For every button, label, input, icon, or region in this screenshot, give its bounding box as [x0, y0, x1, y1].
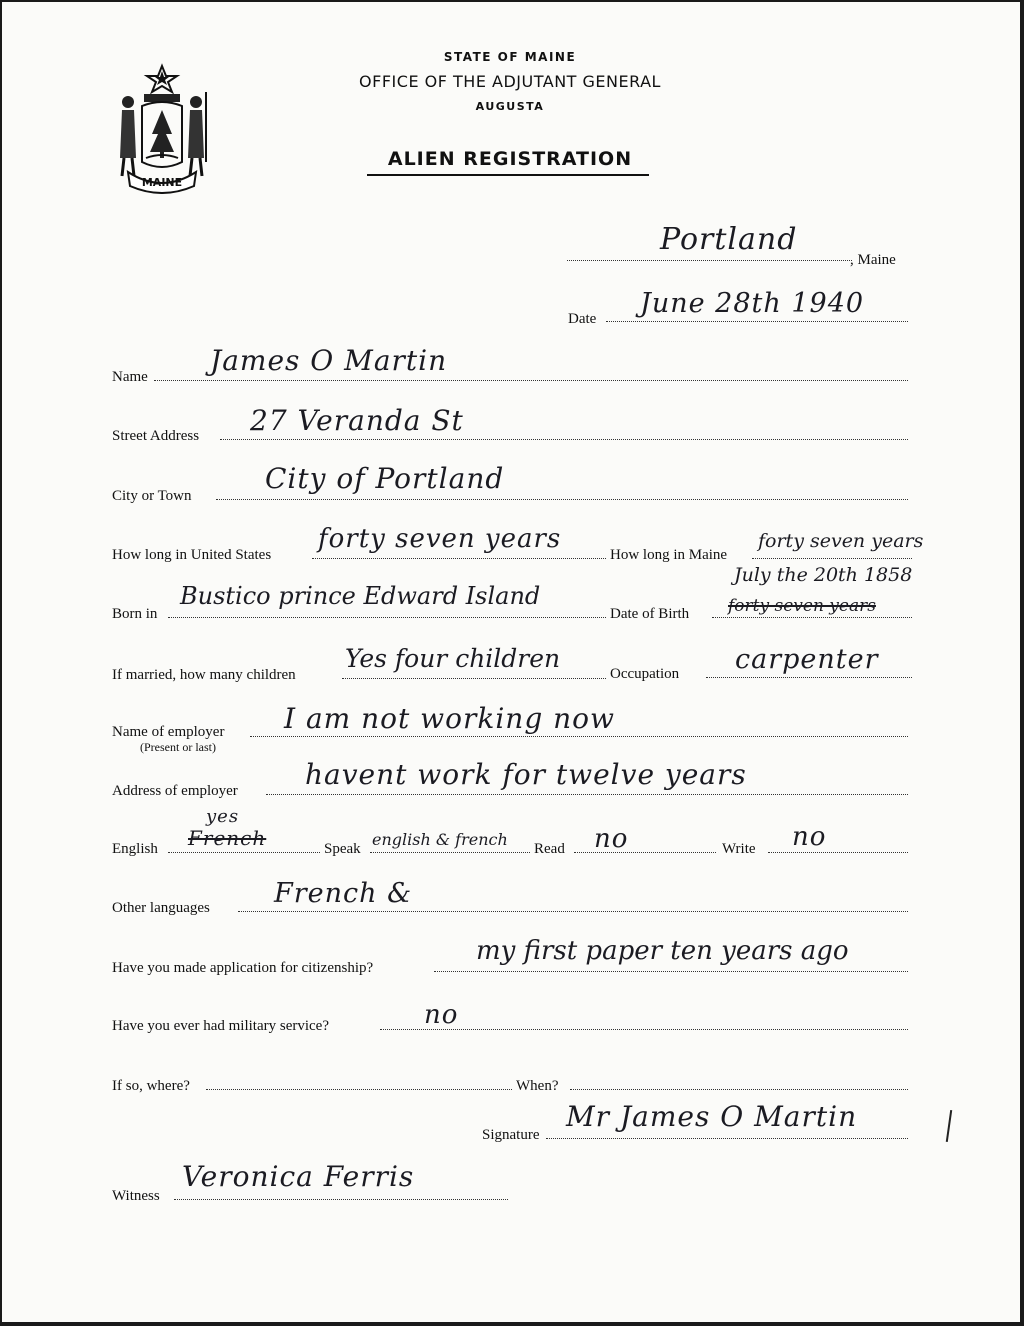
military-entry: no: [424, 1000, 459, 1030]
street-address-line: [220, 439, 908, 440]
how-long-maine-entry: forty seven years: [758, 530, 924, 552]
date-of-birth-entry: July the 20th 1858: [734, 564, 913, 586]
speak-label: Speak: [324, 841, 361, 857]
name-line: [154, 380, 908, 381]
witness-entry: Veronica Ferris: [182, 1160, 415, 1193]
married-children-entry: Yes four children: [345, 644, 561, 673]
city-or-town-line: [216, 499, 908, 500]
scan-border-bottom: [0, 1322, 1024, 1326]
city-or-town-label: City or Town: [112, 488, 192, 504]
place-entry: Portland: [660, 222, 798, 257]
street-address-entry: 27 Veranda St: [250, 404, 464, 437]
signature-line: [546, 1138, 908, 1139]
employer-name-label: Name of employer: [112, 724, 225, 740]
city-heading: AUGUSTA: [475, 100, 545, 113]
office-heading: OFFICE OF THE ADJUTANT GENERAL: [359, 72, 661, 91]
name-label: Name: [112, 369, 148, 385]
title-underline: [367, 174, 649, 176]
how-long-us-entry: forty seven years: [318, 524, 562, 554]
military-label: Have you ever had military service?: [112, 1018, 329, 1034]
citizenship-entry: my first paper ten years ago: [476, 936, 849, 966]
date-of-birth-struck-entry: forty seven years: [728, 596, 876, 616]
write-line: [768, 852, 908, 853]
citizenship-label: Have you made application for citizenship?: [112, 960, 374, 976]
speak-entry: english & french: [372, 830, 508, 849]
scan-border-top: [0, 0, 1024, 2]
employer-note-label: (Present or last): [140, 740, 216, 754]
read-entry: no: [594, 824, 629, 854]
how-long-us-line: [312, 558, 606, 559]
how-long-maine-label: How long in Maine: [610, 547, 728, 563]
employer-address-label: Address of employer: [112, 783, 238, 799]
witness-line: [174, 1199, 508, 1200]
born-in-label: Born in: [112, 606, 158, 622]
english-line: [168, 852, 320, 853]
scan-border-left: [0, 0, 2, 1326]
married-children-line: [342, 678, 606, 679]
svg-text:MAINE: MAINE: [141, 176, 183, 189]
state-heading: STATE OF MAINE: [443, 50, 577, 64]
signature-label: Signature: [482, 1127, 540, 1143]
when-label: When?: [516, 1078, 559, 1094]
how-long-maine-line: [752, 558, 912, 559]
place-line: [567, 260, 852, 261]
date-of-birth-label: Date of Birth: [610, 606, 690, 622]
write-label: Write: [722, 841, 756, 857]
other-languages-line: [238, 911, 908, 912]
employer-address-line: [266, 794, 908, 795]
military-line: [380, 1029, 908, 1030]
speak-line: [370, 852, 530, 853]
city-or-town-entry: City of Portland: [265, 462, 505, 495]
form-title: ALIEN REGISTRATION: [387, 148, 633, 170]
employer-address-entry: havent work for twelve years: [305, 758, 747, 791]
when-line: [570, 1089, 908, 1090]
if-so-where-label: If so, where?: [112, 1078, 190, 1094]
citizenship-line: [434, 971, 908, 972]
married-children-label: If married, how many children: [112, 667, 296, 683]
street-address-label: Street Address: [112, 428, 200, 444]
occupation-entry: carpenter: [735, 644, 879, 675]
how-long-us-label: How long in United States: [112, 547, 272, 563]
english-entry: yes: [206, 806, 240, 827]
place-suffix-label: , Maine: [850, 252, 896, 268]
employer-name-line: [250, 736, 908, 737]
write-entry: no: [792, 822, 827, 852]
date-label: Date: [568, 311, 597, 327]
scan-border-right: [1020, 0, 1024, 1326]
english-label: English: [112, 841, 158, 857]
witness-label: Witness: [112, 1188, 160, 1204]
signature-mark: [946, 1110, 952, 1142]
other-languages-entry: French &: [274, 878, 413, 909]
read-label: Read: [534, 841, 565, 857]
date-of-birth-line: [712, 617, 912, 618]
occupation-label: Occupation: [610, 666, 680, 682]
born-in-line: [168, 617, 606, 618]
occupation-line: [706, 677, 912, 678]
other-languages-label: Other languages: [112, 900, 210, 916]
date-entry: June 28th 1940: [640, 288, 865, 319]
if-so-where-line: [206, 1089, 512, 1090]
born-in-entry: Bustico prince Edward Island: [180, 582, 541, 610]
state-seal-icon: [108, 62, 216, 194]
english-struck-entry: French: [188, 826, 267, 850]
employer-name-entry: I am not working now: [284, 702, 615, 735]
name-entry: James O Martin: [210, 344, 448, 377]
date-line: [606, 321, 908, 322]
signature-entry: Mr James O Martin: [566, 1100, 858, 1133]
